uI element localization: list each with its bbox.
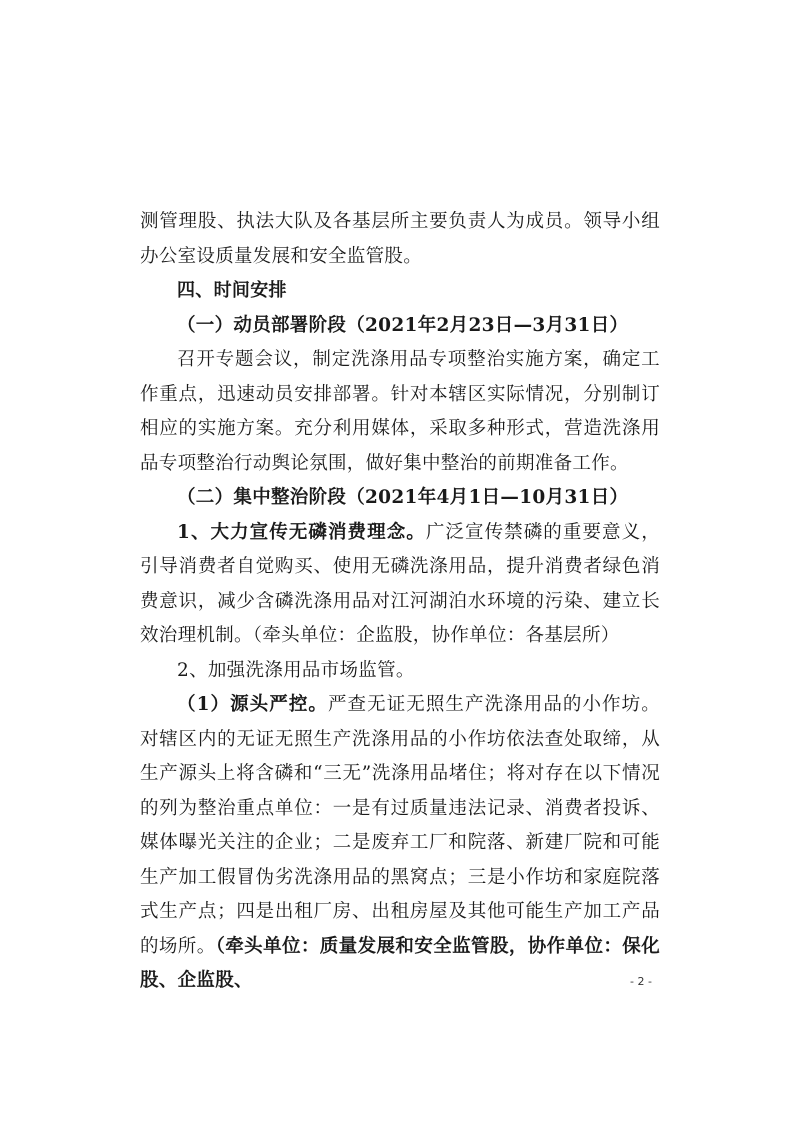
paragraph-source-control-lead: （1）源头严控。 bbox=[177, 694, 328, 715]
subsection-heading-concentrated-rectification: （二）集中整治阶段（2021年4月1日—10月31日） bbox=[177, 487, 629, 508]
paragraph-publicity-body: 广泛宣传禁磷的重要意义，引导消费者自觉购买、使用无磷洗涤用品，提升消费者绿色消费意识，减少含磷洗涤用品对江河湖泊水环境的污染、建立长效治理机制。（牵头单位：企监股，协作单位：各基层所） bbox=[140, 521, 660, 646]
paragraph-mobilization: 召开专题会议，制定洗涤用品专项整治实施方案，确定工作重点，迅速动员安排部署。针对本辖区实际情况，分别制订相应的实施方案。充分利用媒体，采取多种形式，营造洗涤用品专项整治行动舆论氛围，做好集中整治的前期准备工作。 bbox=[140, 349, 660, 474]
paragraph-continuation: 测管理股、执法大队及各基层所主要负责人为成员。领导小组办公室设质量发展和安全监管股。 bbox=[140, 211, 660, 267]
subsection-heading-mobilization: （一）动员部署阶段（2021年2月23日—3月31日） bbox=[177, 314, 629, 336]
paragraph-source-control-tail: （牵头单位：质量发展和安全监管股，协作单位：保化股、企监股、 bbox=[140, 935, 660, 991]
paragraph-publicity bbox=[140, 516, 660, 654]
paragraph-source-control bbox=[140, 688, 660, 999]
paragraph-publicity-lead: 1、大力宣传无磷消费理念。 bbox=[177, 521, 426, 543]
page-number: - 2 - bbox=[630, 975, 652, 988]
paragraph-market-supervision: 2、加强洗涤用品市场监管。 bbox=[177, 659, 415, 681]
section-heading-time-schedule: 四、时间安排 bbox=[177, 280, 287, 301]
paragraph-source-control-body: 严查无证无照生产洗涤用品的小作坊。对辖区内的无证无照生产洗涤用品的小作坊依法查处取缔，从生产源头上将含磷和“三无”洗涤用品堵住；将对存在以下情况的列为整治重点单位：一是有过质量违法记录、消费者投诉、媒体曝光关注的企业；二是废弃工厂和院落、新建厂院和可能生产加工假冒伪劣洗涤用品的黑窝点；三是小作坊和家庭院落式生产点；四是出租厂房、出租房屋及其他可能生产加工产品的场所。 bbox=[140, 694, 660, 957]
document-body bbox=[140, 205, 660, 999]
